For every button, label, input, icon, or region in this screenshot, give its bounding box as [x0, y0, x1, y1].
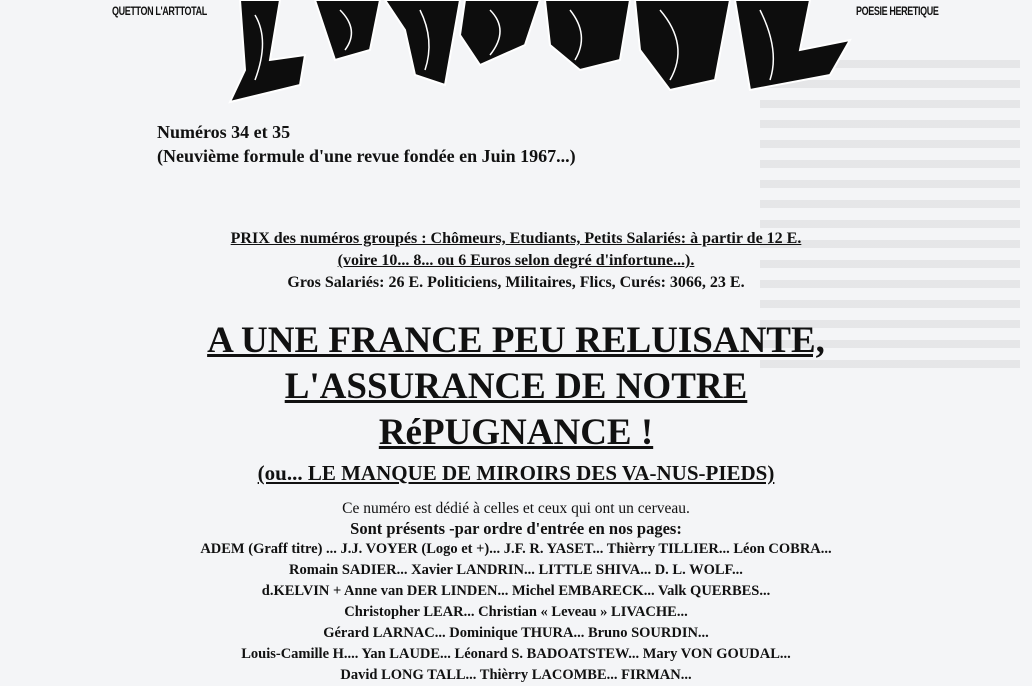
headline — [0, 318, 1032, 488]
contributors-line: Louis-Camille H.... Yan LAUDE... Léonard S. BADOATSTEW... Mary VON GOUDAL... — [241, 646, 791, 662]
issue-block — [157, 120, 576, 168]
contributors-line: Christopher LEAR... Christian « Leveau » LIVACHE... — [344, 604, 688, 620]
contributors-intro: Sont présents -par ordre d'entrée en nos pages: — [350, 519, 682, 538]
contributors-line: Romain SADIER... Xavier LANDRIN... LITTLE SHIVA... D. L. WOLF... — [289, 562, 743, 578]
price-block — [0, 228, 1032, 294]
contributors-list — [0, 539, 1032, 686]
headline-subtitle: (ou... LE MANQUE DE MIROIRS DES VA-NUS-PIEDS) — [257, 461, 775, 485]
dedication-block — [0, 498, 1032, 686]
contributors-line: d.KELVIN + Anne van DER LINDEN... Michel EMBARECK... Valk QUERBES... — [261, 583, 771, 599]
issue-numbers: Numéros 34 et 35 — [157, 122, 291, 142]
dedication-line: Ce numéro est dédié à celles et ceux qui ont un cerveau. — [342, 500, 690, 517]
contributors-line: Gérard LARNAC... Dominique THURA... Bruno SOURDIN... — [323, 625, 709, 641]
contributors-line: ADEM (Graff titre) ... J.J. VOYER (Logo et +)... J.F. R. YASET... Thièrry TILLIER... Léon COBRA... — [200, 541, 832, 557]
price-line-1: PRIX des numéros groupés : Chômeurs, Etudiants, Petits Salariés: à partir de 12 E. — [230, 230, 802, 247]
graffiti-logo — [210, 0, 870, 108]
contributors-line: David LONG TALL... Thièrry LACOMBE... FIRMAN... — [340, 667, 692, 683]
headline-line-1: A UNE FRANCE PEU RELUISANTE, — [207, 320, 825, 361]
price-line-3: Gros Salariés: 26 E. Politiciens, Militaires, Flics, Curés: 3066, 23 E. — [287, 274, 745, 291]
headline-line-3: RéPUGNANCE ! — [378, 412, 654, 453]
header-right-label: POESIE HERETIQUE — [856, 4, 939, 18]
price-line-2: (voire 10... 8... ou 6 Euros selon degré d'infortune...). — [337, 252, 695, 269]
header-left-label: QUETTON L'ARTTOTAL — [112, 4, 207, 18]
issue-subtitle: (Neuvième formule d'une revue fondée en Juin 1967...) — [157, 146, 576, 166]
headline-line-2: L'ASSURANCE DE NOTRE — [284, 366, 748, 407]
